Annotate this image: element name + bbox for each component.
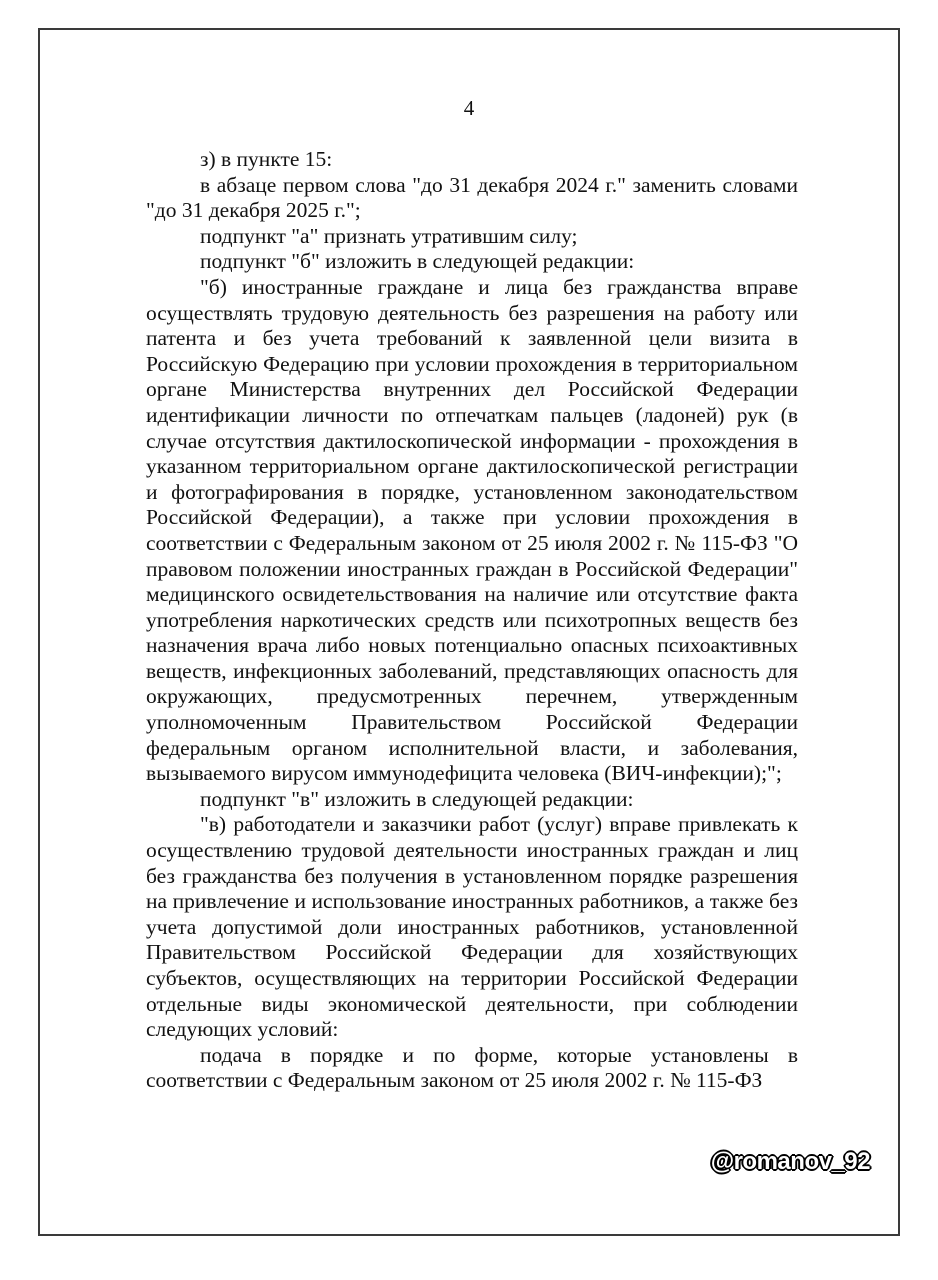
paragraph-item-z: з) в пункте 15: (200, 147, 333, 171)
watermark-handle: @romanov_92 (710, 1148, 870, 1175)
page-number: 4 (463, 96, 475, 120)
paragraph-subpoint-b-text: "б) иностранные граждане и лица без гражданства вправе осуществлять трудовую деятельность без разрешения на работу или патента и без учета требований к заявленной цели визита в Российскую Федерацию при условии прохождения в территориальном органе Министерства внутренних дел Российской Федерации идентификации личности по отпечаткам пальцев (ладоней) рук (в случае отсутствия дактилоскопической информации - прохождения в указанном территориальном органе дактилоскопической регистрации и фотографирования в порядке, установленном законодательством Российской Федерации), а также при условии прохождения в соответствии с Федеральным законом от 25 июля 2002 г. № 115-ФЗ "О правовом положении иностранных граждан в Российской Федерации" медицинского освидетельствования на наличие или отсутствие факта употребления наркотических средств или психотропных веществ без назначения врача либо новых потенциально опасных психоактивных веществ, инфекционных заболеваний, представляющих опасность для окружающих, предусмотренных перечнем, утвержденным уполномоченным Правительством Российской Федерации федеральным органом исполнительной власти, и заболевания, вызываемого вирусом иммунодефицита человека (ВИЧ-инфекции);"; (146, 274, 798, 786)
paragraph-submission: подача в порядке и по форме, которые установлены в соответствии с Федеральным законом от 25 июля 2002 г. № 115-ФЗ (146, 1042, 798, 1093)
paragraph-subpoint-v-text: "в) работодатели и заказчики работ (услуг) вправе привлекать к осуществлению трудовой деятельности иностранных граждан и лиц без гражданства без получения в установленном порядке разрешения на привлечение и использование иностранных работников, а также без учета допустимой доли иностранных работников, установленной Правительством Российской Федерации для хозяйствующих субъектов, осуществляющих на территории Российской Федерации отдельные виды экономической деятельности, при соблюдении следующих условий: (146, 812, 798, 1042)
paragraph-subpoint-a: подпункт "а" признать утратившим силу; (200, 223, 578, 248)
paragraph-first-abzac: в абзаце первом слова "до 31 декабря 2024 г." заменить словами "до 31 декабря 2025 г."; (146, 172, 798, 223)
document-body (146, 147, 798, 1094)
paragraph-subpoint-v-intro: подпункт "в" изложить в следующей редакции: (200, 786, 634, 811)
document-page (38, 28, 900, 1236)
paragraph-subpoint-b-intro: подпункт "б" изложить в следующей редакции: (200, 249, 635, 274)
